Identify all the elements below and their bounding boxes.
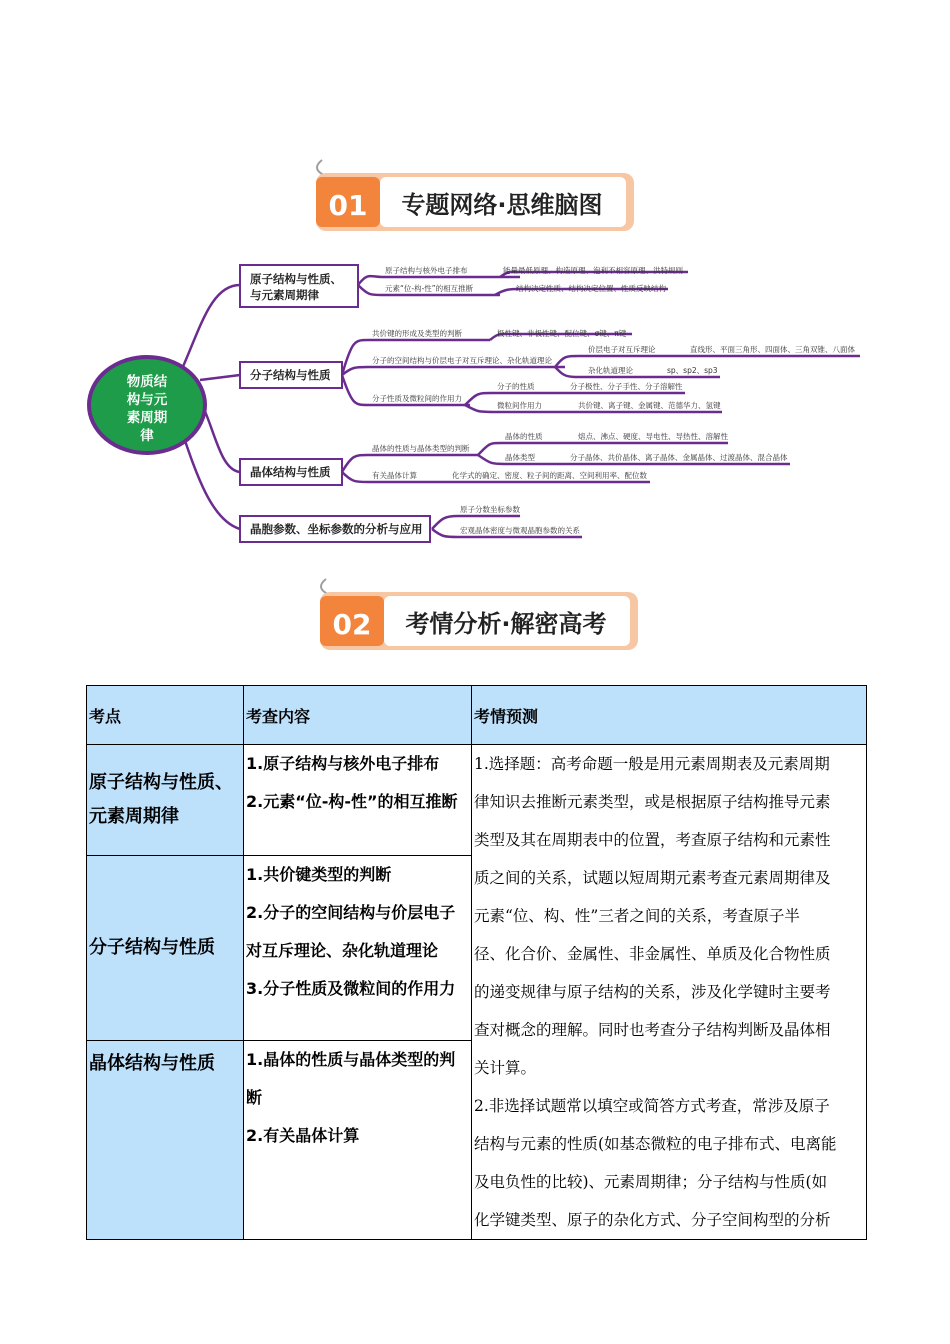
point-cell <box>87 745 244 856</box>
header-cell-point: 考点 <box>87 686 244 745</box>
section-title: 考情分析·解密高考 <box>405 610 607 638</box>
header-cell-forecast: 考情预测 <box>472 686 867 745</box>
content-cell <box>244 745 472 856</box>
forecast-line: 结构与元素的性质(如基态微粒的电子排布式、电离能 <box>474 1135 837 1153</box>
point-text: 分子结构与性质 <box>89 937 215 959</box>
leaf-label: 共价键的形成及类型的判断 <box>372 329 462 338</box>
mind-map <box>0 240 950 560</box>
section-number: 01 <box>328 189 368 222</box>
leaf-detail: 极性键、非极性键、配位键、σ键、π键 <box>497 329 627 338</box>
leaf-label: 晶体的性质 <box>505 432 543 441</box>
leaf-detail: 能量最低原理、构造原理、泡利不相容原理、洪特规则 <box>503 266 683 275</box>
leaf-label: 微粒间作用力 <box>497 401 542 410</box>
leaf-label: 杂化轨道理论 <box>588 366 633 375</box>
leaf-label: 原子分数坐标参数 <box>460 505 520 514</box>
leaf-label: 晶体类型 <box>505 453 535 462</box>
exam-analysis-table <box>86 685 867 1240</box>
forecast-line: 类型及其在周期表中的位置，考查原子结构和元素性 <box>474 831 831 849</box>
leaf-label: 分子的空间结构与价层电子对互斥理论、杂化轨道理论 <box>372 356 552 365</box>
table-row <box>87 745 867 856</box>
content-text: 1.晶体的性质与晶体类型的判 <box>246 1049 456 1069</box>
leaf-detail: 分子极性、分子手性、分子溶解性 <box>570 382 683 391</box>
branch-label: 与元素周期律 <box>250 288 319 302</box>
forecast-line: 律知识去推断元素类型，或是根据原子结构推导元素 <box>474 793 831 811</box>
leaf-label: 价层电子对互斥理论 <box>588 345 656 354</box>
leaf-detail: 熔点、沸点、硬度、导电性、导热性、溶解性 <box>578 432 728 441</box>
forecast-line: 元素“位、构、性”三者之间的关系，考查原子半 <box>474 907 800 925</box>
point-text: 原子结构与性质、 <box>89 772 233 794</box>
section-banner-1 <box>0 155 950 245</box>
leaf-detail: 直线形、平面三角形、四面体、三角双锥、八面体 <box>690 345 855 354</box>
leaf-label: 宏观晶体密度与微观晶胞参数的关系 <box>460 526 580 535</box>
point-cell <box>87 856 244 1041</box>
forecast-line: 查对概念的理解。同时也考查分子结构判断及晶体相 <box>474 1021 831 1039</box>
forecast-line: 径、化合价、金属性、非金属性、单质及化合物性质 <box>474 945 831 963</box>
point-cell <box>87 1040 244 1239</box>
point-text: 晶体结构与性质 <box>89 1052 215 1074</box>
section-number: 02 <box>332 608 372 641</box>
leaf-label: 原子结构与核外电子排布 <box>385 266 468 275</box>
leaf-label: 分子性质及微粒间的作用力 <box>372 394 462 403</box>
leaf-label: 分子的性质 <box>497 382 535 391</box>
leaf-label: 晶体的性质与晶体类型的判断 <box>372 444 470 453</box>
point-text: 元素周期律 <box>89 806 179 828</box>
content-text: 2.元素“位-构-性”的相互推断 <box>246 792 458 811</box>
content-text: 断 <box>246 1087 263 1107</box>
forecast-line: 及电负性的比较)、元素周期律；分子结构与性质(如 <box>474 1173 828 1191</box>
forecast-line: 质之间的关系，试题以短周期元素考查元素周期律及 <box>474 869 831 887</box>
forecast-cell <box>472 745 867 1240</box>
root-label-line: 律 <box>140 428 154 444</box>
root-label-line: 构与元 <box>126 392 168 408</box>
leaf-detail: 结构决定性质、结构决定位置、性质反映结构 <box>516 284 666 293</box>
content-cell <box>244 856 472 1041</box>
branch-label: 晶胞参数、坐标参数的分析与应用 <box>250 522 423 536</box>
branch-label: 原子结构与性质、 <box>250 272 342 286</box>
forecast-line: 化学键类型、原子的杂化方式、分子空间构型的分析 <box>474 1211 831 1229</box>
content-text: 1.原子结构与核外电子排布 <box>246 754 440 773</box>
forecast-line: 关计算。 <box>474 1059 537 1077</box>
forecast-line: 2.非选择试题常以填空或简答方式考查，常涉及原子 <box>474 1097 830 1115</box>
leaf-label: 有关晶体计算 <box>372 471 417 480</box>
content-text: 3.分子性质及微粒间的作用力 <box>246 979 456 999</box>
leaf-detail: sp、sp2、sp3 <box>667 366 718 375</box>
leaf-detail: 分子晶体、共价晶体、离子晶体、金属晶体、过渡晶体、混合晶体 <box>570 453 788 462</box>
header-cell-content: 考查内容 <box>244 686 472 745</box>
content-text: 1.共价键类型的判断 <box>246 865 392 885</box>
forecast-line: 的递变规律与原子结构的关系，涉及化学键时主要考 <box>474 983 831 1001</box>
root-label-line: 物质结 <box>126 374 168 390</box>
branch-label: 晶体结构与性质 <box>250 465 331 479</box>
leaf-label: 元素“位-构-性”的相互推断 <box>385 284 474 293</box>
content-text: 2.分子的空间结构与价层电子 <box>246 903 456 923</box>
section-title: 专题网络·思维脑图 <box>401 191 603 219</box>
content-text: 对互斥理论、杂化轨道理论 <box>246 941 439 961</box>
branch-label: 分子结构与性质 <box>250 368 331 382</box>
leaf-detail: 化学式的确定、密度、粒子间的距离、空间利用率、配位数 <box>452 471 647 480</box>
leaf-detail: 共价键、离子键、金属键、范德华力、氢键 <box>578 401 721 410</box>
section-banner-2 <box>0 574 950 664</box>
table-header-row <box>87 686 867 745</box>
content-text: 2.有关晶体计算 <box>246 1125 360 1145</box>
root-label-line: 素周期 <box>126 410 168 426</box>
content-cell <box>244 1040 472 1239</box>
forecast-line: 1.选择题：高考命题一般是用元素周期表及元素周期 <box>474 755 830 773</box>
